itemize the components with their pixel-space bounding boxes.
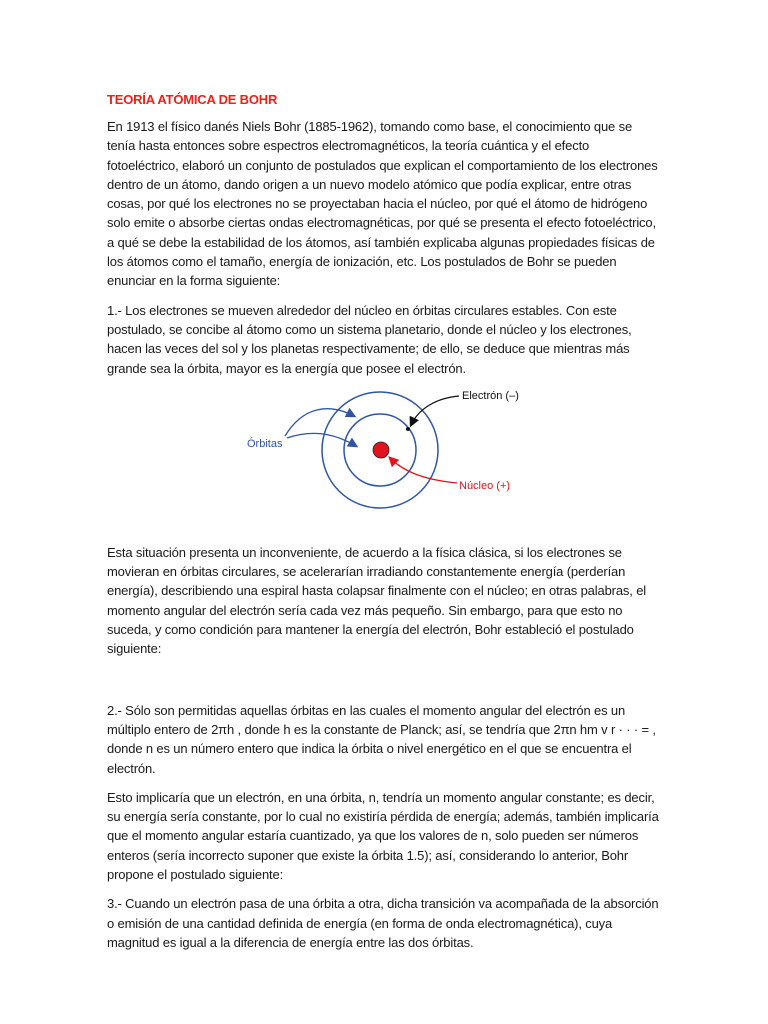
bohr-atom-figure xyxy=(107,388,663,528)
electron-dot xyxy=(406,427,410,431)
orbits-arrow-outer xyxy=(285,409,354,436)
document-title: TEORÍA ATÓMICA DE BOHR xyxy=(107,92,278,107)
postulate-2-paragraph: 2.- Sólo son permitidas aquellas órbitas en las cuales el momento angular del electrón es un múltiplo entero de 2πh , donde h es la constante de Planck; así, se tendría que 2πn hm v r · · · = , donde n es un número entero que indica la órbita o nivel energético en el que se encuentra el electrón. xyxy=(107,702,656,776)
postulate-3-paragraph: 3.- Cuando un electrón pasa de una órbita a otra, dicha transición va acompañada de la absorción o emisión de una cantidad definida de energía (en forma de onda electromagnética), cuya magnitud es igual a la diferencia de energía entre las dos órbitas. xyxy=(107,896,659,950)
bohr-atom-diagram xyxy=(107,388,663,528)
implication-paragraph: Esto implicaría que un electrón, en una órbita, n, tendría un momento angular constante; es decir, su energía sería constante, por lo cual no existiría pérdida de energía; además, también implicaría que el momento angular estaría cuantizado, ya que los valores de n, solo pueden ser números enteros (sería incorrecto suponer que existe la órbita 1.5); así, considerando lo anterior, Bohr propone el postulado siguiente: xyxy=(107,789,659,883)
intro-paragraph: En 1913 el físico danés Niels Bohr (1885-1962), tomando como base, el conocimiento que se tenía hasta entonces sobre espectros electromagnéticos, la teoría cuántica y el efecto fotoeléctrico, elaboró un conjunto de postulados que explican el comportamiento de los electrones dentro de un átomo, dando origen a un nuevo modelo atómico que podía explicar, entre otras cosas, por qué los electrones no se proyectaban hacia el núcleo, por qué el átomo de hidrógeno solo emite o absorbe ciertas ondas electromagnéticas, por qué se presenta el efecto fotoeléctrico, a qué se debe la estabilidad de los átomos, así también explicaba algunas propiedades físicas de los átomos como el tamaño, energía de ionización, etc. Los postulados de Bohr se pueden enunciar en la forma siguiente: xyxy=(107,119,658,289)
blank-gap xyxy=(107,669,663,701)
situation-paragraph: Esta situación presenta un inconveniente, de acuerdo a la física clásica, si los electrones se movieran en órbitas circulares, se acelerarían irradiando constantemente energía (perderían energía), describiendo una espiral hasta colapsar finalmente con el núcleo; en otras palabras, el momento angular del electrón sería cada vez más pequeño. Sin embargo, para que esto no suceda, y como condición para mantener la energía del electrón, Bohr estableció el postulado siguiente: xyxy=(107,544,647,657)
document-page xyxy=(107,92,663,962)
electron-arrow xyxy=(411,396,459,425)
label-orbits: Órbitas xyxy=(247,437,283,450)
label-nucleus: Núcleo (+) xyxy=(459,479,511,492)
postulate-1-paragraph: 1.- Los electrones se mueven alrededor del núcleo en órbitas circulares estables. Con este postulado, se concibe al átomo como un sistema planetario, donde el núcleo y los electrones, hacen las veces del sol y los planetas respectivamente; de ello, se deduce que mientras más grande sea la órbita, mayor es la energía que posee el electrón. xyxy=(107,302,632,376)
nucleus-dot xyxy=(373,442,389,458)
label-electron: Electrón (–) xyxy=(462,389,519,402)
